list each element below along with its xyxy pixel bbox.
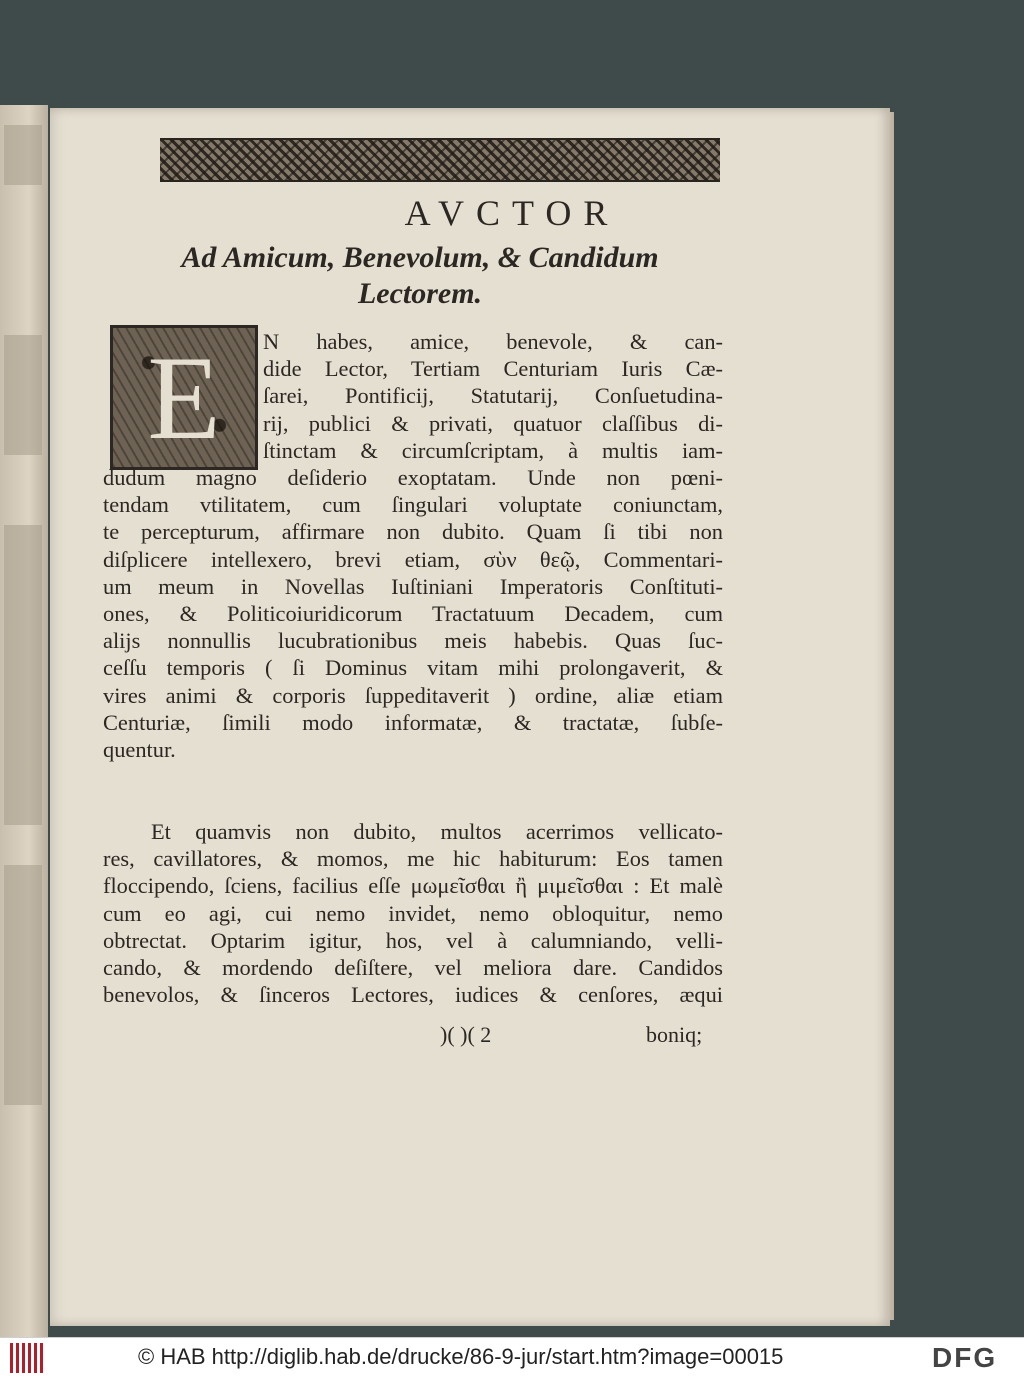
text-line: ſarei, Pontificij, Statutarij, Conſuetudina- — [263, 383, 723, 409]
text-line: rij, publici & privati, quatuor claſſibus di- — [263, 410, 723, 436]
page-subtitle: Ad Amicum, Benevolum, & Candidum Lectorem. — [181, 241, 659, 310]
decorated-initial: E — [110, 325, 258, 470]
text-line: Centuriæ, ſimili modo informatæ, & tractatæ, ſubſe- — [103, 709, 723, 735]
text-line: tendam vtilitatem, cum ſingulari voluptate coniunctam, — [103, 492, 723, 518]
text-line: benevolos, & ſinceros Lectores, iudices & cenſores, æqui — [103, 982, 723, 1008]
paragraph-1 — [103, 328, 723, 763]
text-line: alijs nonnullis lucubrationibus meis habebis. Quas ſuc- — [103, 628, 723, 654]
left-page-edge — [0, 105, 48, 1350]
text-line: dide Lector, Tertiam Centuriam Iuris Cæ- — [263, 356, 723, 382]
text-line: quentur. — [103, 737, 176, 763]
text-line: vires animi & corporis ſuppeditaverit ) ordine, aliæ etiam — [103, 682, 723, 708]
headpiece-ornament — [160, 138, 720, 182]
page-title: AVCTOR — [404, 193, 620, 233]
text-line: te percepturum, affirmare non dubito. Quam ſi tibi non — [103, 519, 723, 545]
text-line: res, cavillatores, & momos, me hic habiturum: Eos tamen — [103, 846, 723, 872]
text-line: obtrectat. Optarim igitur, hos, vel à calumniando, velli- — [103, 927, 723, 953]
dfg-logo: DFG — [932, 1342, 998, 1373]
signature-mark: )( )( 2 — [440, 1022, 492, 1047]
text-line: cum eo agi, cui nemo invidet, nemo obloquitur, nemo — [103, 900, 723, 926]
text-line: Et quamvis non dubito, multos acerrimos vellicato- — [151, 819, 723, 844]
source-link[interactable]: © HAB http://diglib.hab.de/drucke/86-9-jur/start.htm?image=00015 — [138, 1344, 784, 1369]
text-line: ones, & Politicoiuridicorum Tractatuum Decadem, cum — [103, 601, 723, 627]
text-line: dudum magno deſiderio exoptatam. Unde non pœni- — [103, 465, 723, 491]
catchword: boniq; — [646, 1022, 703, 1047]
hab-logo-icon — [10, 1343, 44, 1373]
text-line: floccipendo, ſciens, facilius eſſe μωμεῖσθαι ἢ μιμεῖσθαι : Et malè — [103, 873, 723, 899]
text-line: ſtinctam & circumſcriptam, à multis iam- — [263, 437, 723, 463]
text-line: cando, & mordendo deſiſtere, vel meliora dare. Candidos — [103, 955, 723, 981]
text-line: diſplicere intellexero, brevi etiam, σὺν θεῷ, Commentari- — [103, 546, 723, 572]
paragraph-2 — [103, 818, 723, 1008]
viewer-footer — [0, 1337, 1024, 1378]
text-line: N habes, amice, benevole, & can- — [263, 329, 723, 354]
text-line: ceſſu temporis ( ſi Dominus vitam mihi prolongaverit, & — [103, 655, 723, 681]
text-line: um meum in Novellas Iuſtiniani Imperatoris Conſtituti- — [103, 573, 723, 599]
